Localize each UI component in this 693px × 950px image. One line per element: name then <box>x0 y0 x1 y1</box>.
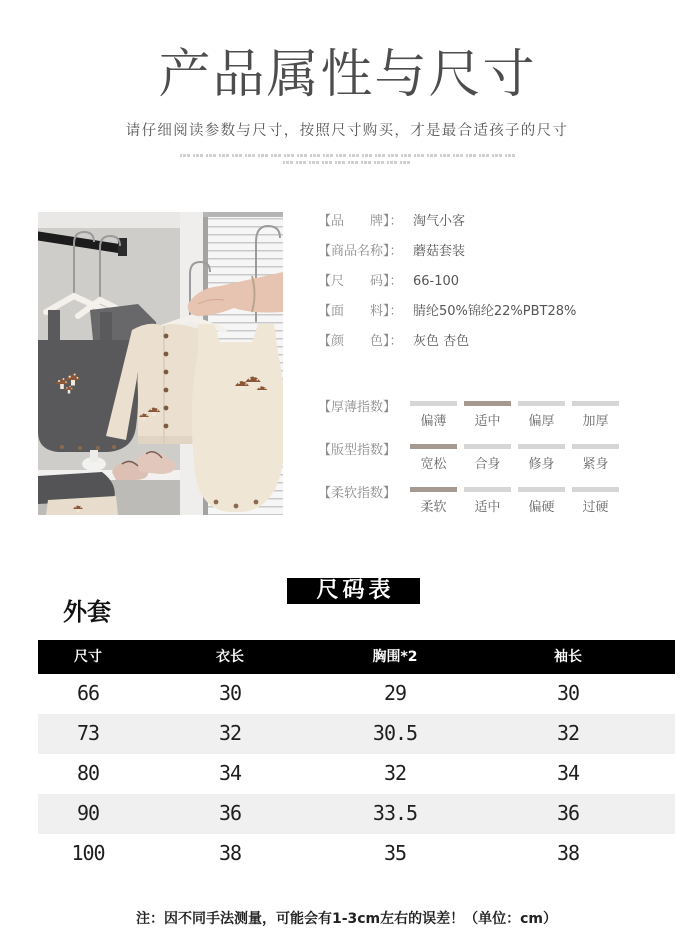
index-bar <box>464 487 511 492</box>
fine-print-decoration <box>180 154 518 157</box>
table-cell: 30.5 <box>372 721 418 745</box>
attribute-size <box>318 267 576 297</box>
index-bar <box>410 487 457 492</box>
table-row <box>38 714 675 754</box>
table-cell: 30 <box>556 681 580 705</box>
table-row <box>38 754 675 794</box>
attribute-label: 【颜 色】： <box>318 334 403 349</box>
index-option: 合身 <box>474 457 501 472</box>
attribute-color <box>318 327 576 357</box>
table-cell: 34 <box>218 761 242 785</box>
index-option: 偏厚 <box>528 414 555 429</box>
product-attributes <box>318 207 576 357</box>
page-subtitle: 请仔细阅读参数与尺寸，按照尺寸购买，才是最合适孩子的尺寸 <box>125 123 569 139</box>
table-cell: 34 <box>556 761 580 785</box>
table-cell: 29 <box>383 681 407 705</box>
table-cell: 36 <box>556 801 580 825</box>
table-cell: 33.5 <box>372 801 418 825</box>
index-option: 加厚 <box>582 414 609 429</box>
index-option: 适中 <box>474 414 501 429</box>
attribute-value: 66-100 <box>413 274 460 289</box>
table-cell: 90 <box>76 801 100 825</box>
index-option: 偏薄 <box>420 414 447 429</box>
table-cell: 36 <box>218 801 242 825</box>
index-option: 适中 <box>474 500 501 515</box>
page-title: 产品属性与尺寸 <box>158 45 537 105</box>
table-cell: 32 <box>556 721 580 745</box>
table-header <box>38 640 675 674</box>
garment-category: 外套 <box>63 598 111 626</box>
index-bar <box>518 487 565 492</box>
attribute-label: 【商品名称】： <box>318 244 403 259</box>
index-bar <box>464 444 511 449</box>
column-header: 衣长 <box>216 649 244 665</box>
attribute-value: 淘气小客 <box>413 214 466 229</box>
index-option: 紧身 <box>582 457 609 472</box>
thickness-index <box>0 401 693 433</box>
attribute-value: 蘑菇套装 <box>413 244 466 259</box>
fine-print-decoration <box>283 161 412 164</box>
fit-index <box>0 444 693 476</box>
table-cell: 38 <box>218 841 242 865</box>
table-row <box>38 674 675 714</box>
table-cell: 32 <box>383 761 407 785</box>
table-cell: 100 <box>71 841 105 865</box>
attribute-value: 灰色 杏色 <box>413 334 470 349</box>
index-option: 修身 <box>528 457 555 472</box>
index-option: 宽松 <box>420 457 447 472</box>
size-chart-heading: 尺码表 <box>287 578 420 604</box>
table-cell: 73 <box>76 721 100 745</box>
index-option: 柔软 <box>420 500 447 515</box>
measurement-note: 注：因不同手法测量，可能会有1-3cm左右的误差！（单位：cm） <box>135 911 558 927</box>
attribute-fabric <box>318 297 576 327</box>
table-cell: 32 <box>218 721 242 745</box>
table-cell: 30 <box>218 681 242 705</box>
index-bar <box>410 401 457 406</box>
table-row <box>38 794 675 834</box>
index-bar <box>572 487 619 492</box>
attribute-label: 【面 料】： <box>318 304 403 319</box>
attribute-label: 【尺 码】： <box>318 274 403 289</box>
index-bar <box>518 401 565 406</box>
table-row <box>38 834 675 874</box>
table-cell: 80 <box>76 761 100 785</box>
index-label: 【厚薄指数】 <box>318 400 397 415</box>
attribute-product-name <box>318 237 576 267</box>
index-bar <box>572 401 619 406</box>
index-bar <box>410 444 457 449</box>
column-header: 袖长 <box>554 649 582 665</box>
index-label: 【版型指数】 <box>318 443 397 458</box>
table-cell: 66 <box>76 681 100 705</box>
index-option: 偏硬 <box>528 500 555 515</box>
size-table <box>38 640 675 874</box>
table-cell: 35 <box>383 841 407 865</box>
index-label: 【柔软指数】 <box>318 486 397 501</box>
attribute-value: 腈纶50%锦纶22%PBT28% <box>413 304 577 319</box>
table-cell: 38 <box>556 841 580 865</box>
index-bar <box>464 401 511 406</box>
column-header: 尺寸 <box>74 649 102 665</box>
index-bar <box>572 444 619 449</box>
column-header: 胸围*2 <box>372 649 418 665</box>
attribute-label: 【品 牌】： <box>318 214 403 229</box>
index-option: 过硬 <box>582 500 609 515</box>
attribute-brand <box>318 207 576 237</box>
index-bar <box>518 444 565 449</box>
softness-index <box>0 487 693 519</box>
